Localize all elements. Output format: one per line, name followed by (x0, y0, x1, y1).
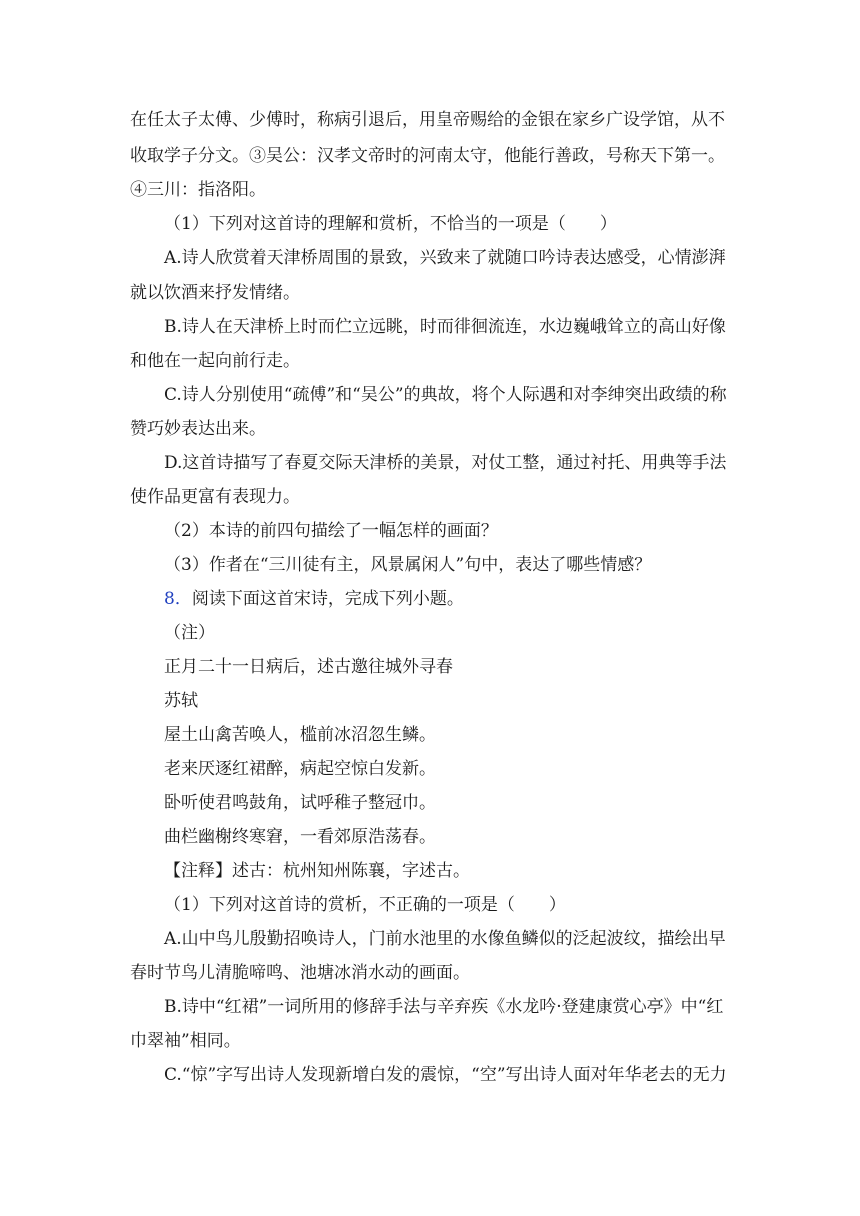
option-text: D.这首诗描写了春夏交际天津桥的美景，对仗工整，通过衬托、用典等手法 (164, 453, 727, 473)
poem-line: 曲栏幽榭终寒窘，一看郊原浩荡春。 (164, 827, 436, 847)
option-text: 和他在一起向前行走。 (130, 351, 300, 371)
poem-title: 正月二十一日病后，述古邀往城外寻春 (164, 657, 453, 677)
option-text: B.诗人在天津桥上时而伫立远眺，时而徘徊流连，水边巍峨耸立的高山好像 (164, 317, 726, 337)
annotation-line: ④三川：指洛阳。 (130, 180, 266, 200)
question-text: （1）下列对这首诗的赏析，不正确的一项是（ ） (164, 895, 566, 915)
question-heading (164, 587, 464, 611)
option-text: C.“惊”字写出诗人发现新增白发的震惊，“空”写出诗人面对年华老去的无力 (164, 1065, 727, 1085)
option-text: 赞巧妙表达出来。 (130, 419, 266, 439)
question-instruction: 阅读下面这首宋诗，完成下列小题。 (191, 589, 464, 609)
annotation-line: 收取学子分文。③吴公：汉孝文帝时的河南太守，他能行善政，号称天下第一。 (130, 146, 725, 166)
question-text: （2）本诗的前四句描绘了一幅怎样的画面？ (164, 521, 498, 541)
poem-line: 老来厌逐红裙醉，病起空惊白发新。 (164, 759, 436, 779)
question-text: （1）下列对这首诗的理解和赏析，不恰当的一项是（ ） (164, 214, 617, 234)
poem-line: 屋土山禽苦唤人，槛前冰沼忽生鳞。 (164, 725, 436, 745)
option-text: 春时节鸟儿清脆啼鸣、池塘冰消水动的画面。 (130, 963, 470, 983)
poem-line: 卧听使君鸣鼓角，试呼稚子整冠巾。 (164, 793, 436, 813)
option-text: A.诗人欣赏着天津桥周围的景致，兴致来了就随口吟诗表达感受，心情澎湃 (164, 248, 726, 268)
option-text: 巾翠袖”相同。 (130, 1031, 241, 1051)
poem-author: 苏轼 (164, 691, 198, 711)
option-text: 就以饮酒来抒发情绪。 (130, 283, 300, 303)
question-number: 8． (164, 589, 192, 609)
option-text: B.诗中“红裙”一词所用的修辞手法与辛弃疾《水龙吟·登建康赏心亭》中“红 (164, 997, 724, 1017)
option-text: 使作品更富有表现力。 (130, 487, 300, 507)
option-text: C.诗人分别使用“疏傅”和“吴公”的典故，将个人际遇和对李绅突出政绩的称 (164, 385, 727, 405)
annotation-line: 在任太子太傅、少傅时，称病引退后，用皇帝赐给的金银在家乡广设学馆，从不 (130, 110, 725, 130)
note-label: （注） (164, 623, 215, 643)
option-text: A.山中鸟儿殷勤招唤诗人，门前水池里的水像鱼鳞似的泛起波纹，描绘出早 (164, 929, 726, 949)
question-text: （3）作者在“三川徒有主，风景属闲人”句中，表达了哪些情感？ (164, 555, 652, 575)
poem-annotation: 【注释】述古：杭州知州陈襄，字述古。 (164, 861, 470, 881)
